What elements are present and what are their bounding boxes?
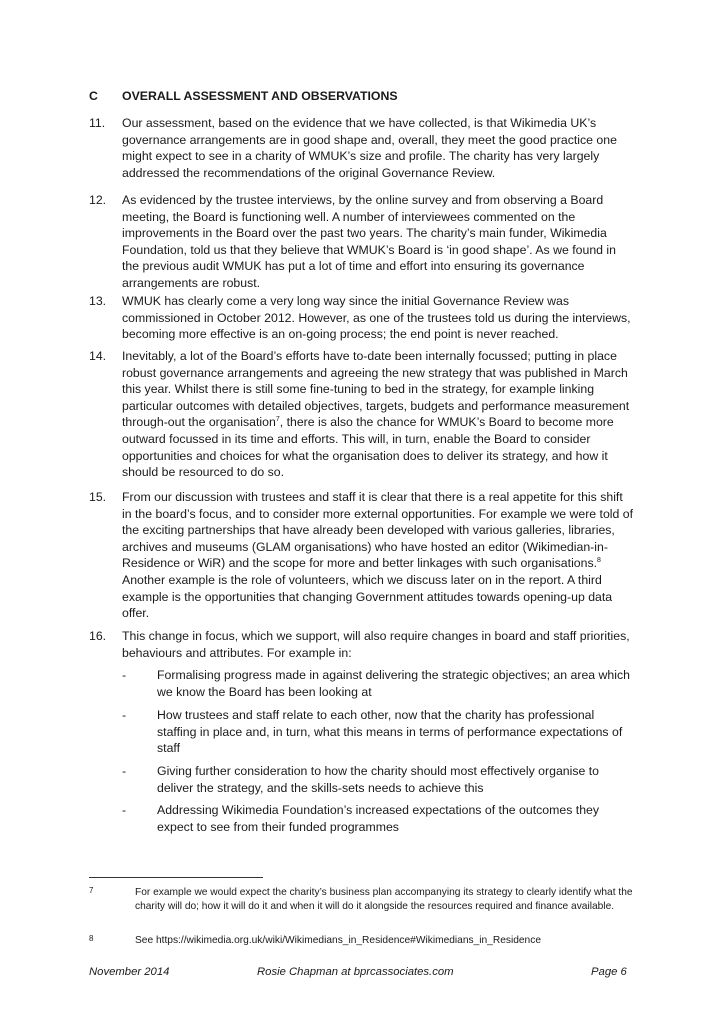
bullet-dash: - (122, 803, 127, 817)
section-title: OVERALL ASSESSMENT AND OBSERVATIONS (122, 89, 398, 103)
section-letter: C (89, 89, 98, 103)
bullet-item (122, 667, 634, 700)
footer-page-number: Page 6 (591, 966, 627, 978)
paragraph-number: 12. (89, 193, 107, 207)
footer-author: Rosie Chapman at bprcassociates.com (257, 966, 454, 978)
paragraph-12 (89, 192, 634, 292)
paragraph-16 (89, 628, 634, 661)
paragraph-14 (89, 348, 634, 481)
paragraph-text-part: Inevitably, a lot of the Board’s efforts have to-date been internally focussed; putting in place robust governance arrangements and agreeing the new strategy that was published in March this year. Whilst there is still some fine-tuning to bed in the strategy, for example linking particular outcomes with detailed objectives, targets, budgets and performance measurement through-out the organisation (122, 349, 630, 430)
bullet-text: Formalising progress made in against delivering the strategic objectives; an area which we know the Board has been looking at (157, 668, 630, 699)
paragraph-number: 13. (89, 294, 107, 308)
paragraph-text: This change in focus, which we support, will also require changes in board and staff priorities, behaviours and attributes. For example in: (122, 629, 630, 660)
paragraph-number: 16. (89, 629, 107, 643)
footnote-text: For example we would expect the charity’s business plan accompanying its strategy to clearly identify what the charity will do; how it will do it and when it will do it alongside the resources required and finance available. (135, 887, 633, 912)
paragraph-number: 14. (89, 349, 107, 363)
footer-date: November 2014 (89, 966, 170, 978)
footnote-divider (89, 877, 263, 878)
bullet-item (122, 802, 634, 835)
bullet-dash: - (122, 764, 127, 778)
paragraph-text: As evidenced by the trustee interviews, by the online survey and from observing a Board meeting, the Board is functioning well. A number of interviewees commented on the improvements in the Board over the past two years. The charity’s main funder, Wikimedia Foundation, told us that they believe that WMUK’s Board is ‘in good shape’. As we found in the previous audit WMUK has put a lot of time and effort into ensuring its governance arrangements are robust. (122, 193, 616, 290)
paragraph-text: Our assessment, based on the evidence that we have collected, is that Wikimedia UK’s governance arrangements are in good shape and, overall, they meet the good practice one might expect to see in a charity of WMUK’s size and profile. The charity has very largely addressed the recommendations of the original Governance Review. (122, 116, 617, 180)
footnote-text: See https://wikimedia.org.uk/wiki/Wikimedians_in_Residence#Wikimedians_in_Residence (135, 935, 541, 946)
footnote-8 (89, 934, 634, 948)
bullet-text: Addressing Wikimedia Foundation’s increased expectations of the outcomes they expect to see from their funded programmes (157, 803, 600, 834)
paragraph-11 (89, 115, 634, 181)
bullet-dash: - (122, 668, 127, 682)
paragraph-text (122, 348, 634, 481)
section-heading (89, 89, 398, 103)
paragraph-13 (89, 293, 634, 343)
footnote-number: 8 (89, 934, 94, 943)
footnote-ref-7[interactable]: 7 (275, 416, 280, 424)
bullet-text: Giving further consideration to how the charity should most effectively organise to deliver the strategy, and the skills-sets needs to achieve this (157, 764, 600, 795)
footnote-ref-8[interactable]: 8 (597, 557, 601, 565)
bullet-dash: - (122, 708, 127, 722)
paragraph-15 (89, 489, 634, 622)
footnote-7 (89, 886, 634, 913)
bullet-item (122, 763, 634, 796)
paragraph-number: 15. (89, 490, 107, 504)
paragraph-text-part: From our discussion with trustees and staff it is clear that there is a real appetite for this shift in the board’s focus, and to consider more external opportunities. For example we were told of the exciting partnerships that have already been developed with various galleries, libraries, archives and museums (GLAM organisations) who have hosted an editor (Wikimedian-in-Residence or WiR) and the scope for more and better linkages with such organisations. (122, 490, 634, 571)
bullet-text: How trustees and staff relate to each other, now that the charity has professional staffing in place and, in turn, what this means in terms of performance expectations of staff (157, 708, 623, 756)
footnote-number: 7 (89, 886, 94, 895)
paragraph-text-part: Another example is the role of volunteers, which we discuss later on in the report. A third example is the opportunities that changing Government attitudes towards opening-up data offer. (122, 572, 613, 621)
paragraph-text: WMUK has clearly come a very long way since the initial Governance Review was commissioned in October 2012. However, as one of the trustees told us during the interviews, becoming more effective is an on-going process; the end point is never reached. (122, 294, 631, 342)
bullet-item (122, 707, 634, 757)
paragraph-number: 11. (89, 116, 106, 130)
paragraph-text (122, 489, 634, 622)
paragraph-text-part: , there is also the chance for WMUK’s Board to become more outward focussed in its time and efforts. This will, in turn, enable the Board to consider opportunities and choices for what the organisation does to deliver its strategy, and how it should be resourced to do so. (122, 415, 614, 480)
